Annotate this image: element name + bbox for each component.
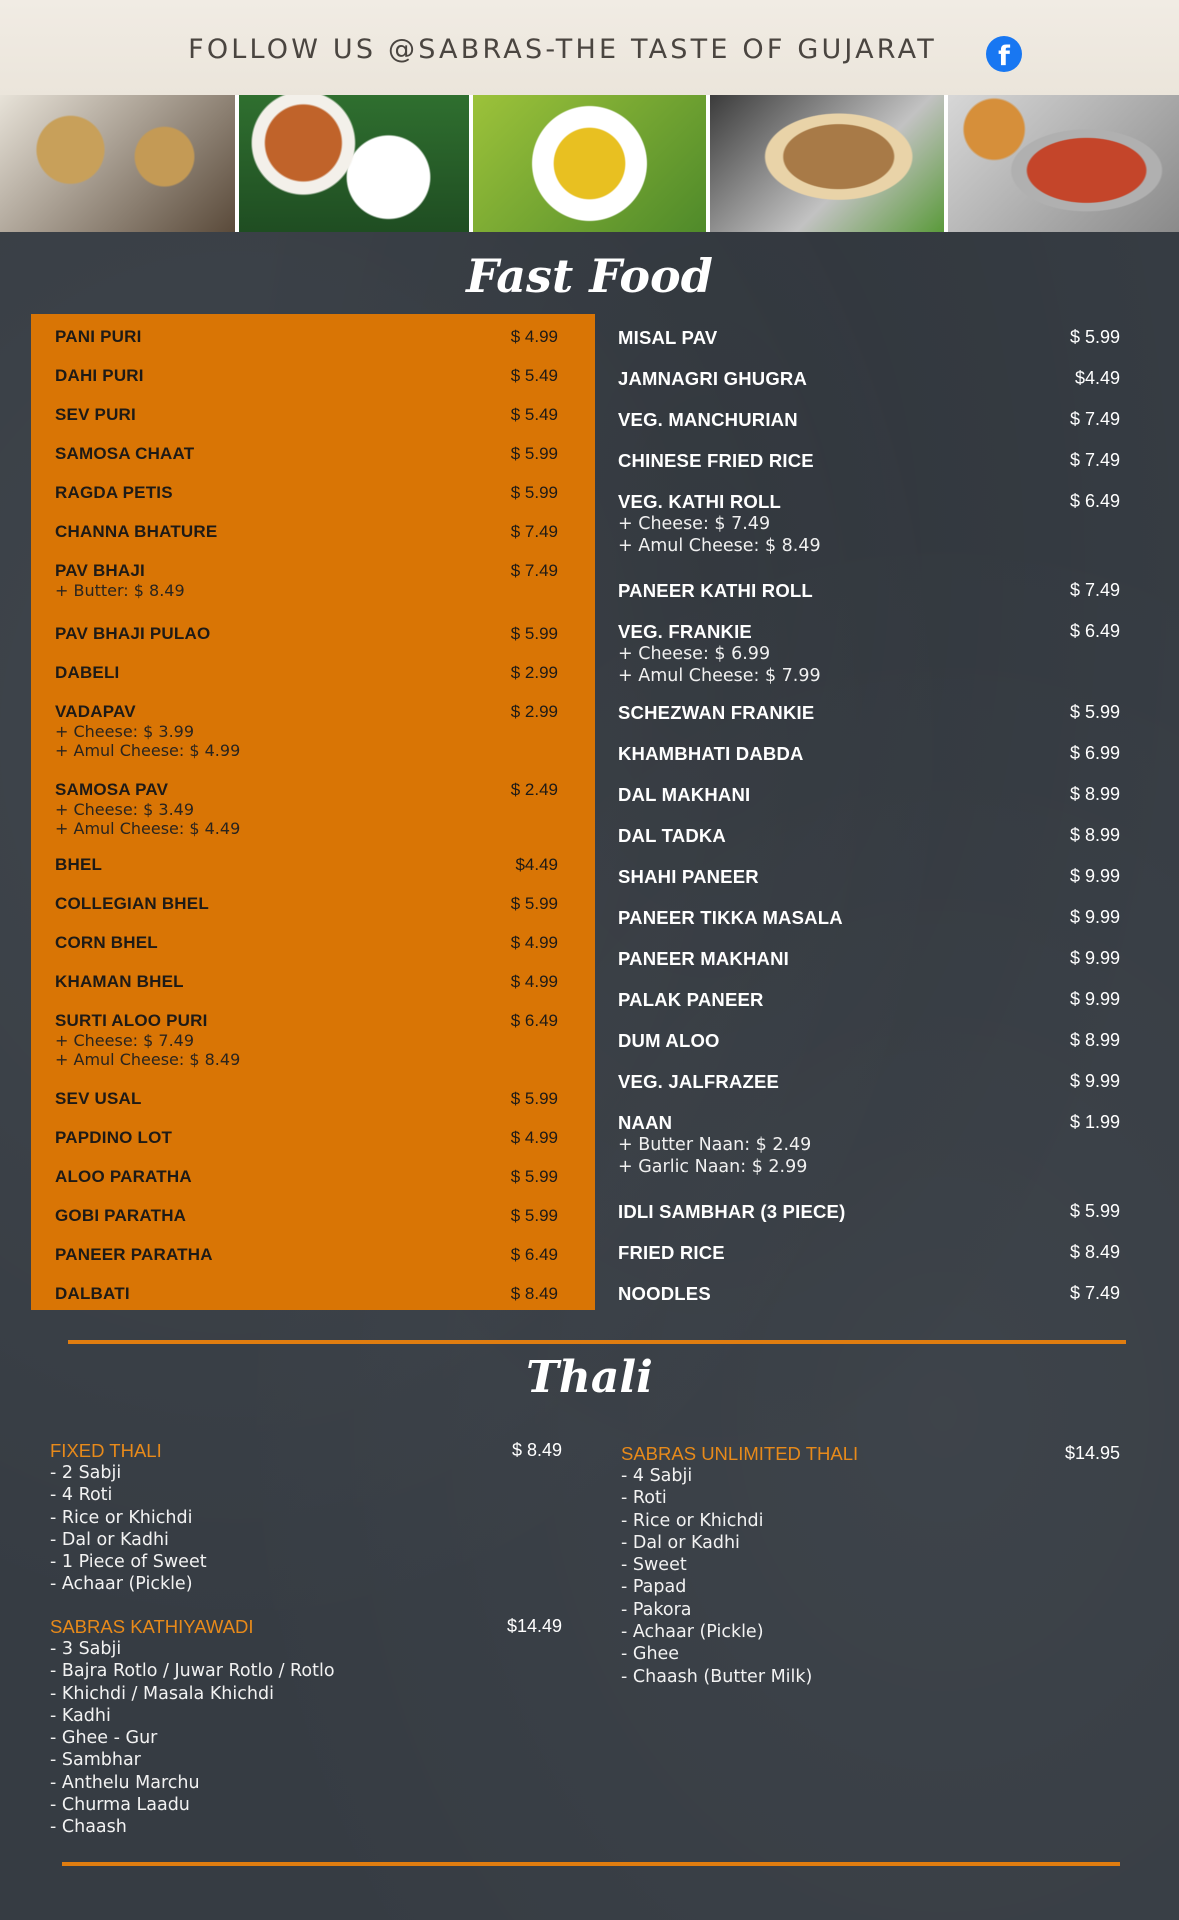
menu-item	[618, 1283, 1120, 1305]
thali-plan-line: - Dal or Kadhi	[50, 1529, 169, 1550]
section-divider-top	[68, 1340, 1126, 1344]
menu-item-name: PANEER PARATHA	[55, 1245, 213, 1264]
thali-plan-line: - 4 Sabji	[621, 1466, 693, 1486]
menu-item-price: $ 9.99	[1069, 989, 1120, 1009]
menu-item-price: $ 5.99	[510, 894, 558, 913]
menu-item-price: $ 7.49	[1069, 409, 1120, 429]
menu-item-price: $ 9.99	[1069, 866, 1120, 886]
menu-item-name: KHAMBHATI DABDA	[618, 743, 804, 764]
menu-item	[618, 1112, 1120, 1178]
menu-item-price: $ 2.99	[510, 663, 558, 682]
menu-item-option: + Amul Cheese: $ 8.49	[55, 1050, 241, 1069]
thali-plan-line: - 3 Sabji	[50, 1639, 122, 1659]
thali-plan-line: - Dal or Kadhi	[621, 1532, 740, 1553]
menu-item	[618, 327, 1120, 349]
menu-item-price: $ 7.49	[510, 561, 558, 580]
menu-item-price: $ 7.49	[510, 522, 558, 541]
thali-plan-line: - Pakora	[621, 1599, 692, 1620]
menu-item	[618, 450, 1120, 472]
menu-item-name: NOODLES	[618, 1283, 711, 1304]
menu-item-option: + Cheese: $ 6.99	[618, 644, 771, 664]
thali-plan-line: - Sambhar	[50, 1750, 141, 1771]
menu-item	[55, 1167, 558, 1187]
menu-item	[55, 1284, 558, 1304]
menu-item-name: JAMNAGRI GHUGRA	[618, 368, 808, 389]
menu-item-name: SHAHI PANEER	[618, 866, 759, 887]
menu-item-name: VEG. JALFRAZEE	[618, 1071, 780, 1092]
menu-item	[55, 444, 558, 464]
thali-plan-name: SABRAS UNLIMITED THALI	[621, 1443, 859, 1464]
menu-item	[55, 702, 558, 760]
menu-item-price: $ 5.99	[1069, 1201, 1120, 1221]
menu-item-name: BHEL	[55, 855, 103, 874]
menu-item-name: DABELI	[55, 663, 120, 682]
menu-item	[618, 907, 1120, 929]
menu-item-price: $ 1.99	[1069, 1112, 1120, 1132]
menu-item-price: $ 9.99	[1069, 1071, 1120, 1091]
menu-item-name: FRIED RICE	[618, 1242, 725, 1263]
menu-item-price: $ 5.99	[510, 483, 558, 502]
menu-item-option: + Cheese: $ 7.49	[55, 1031, 195, 1050]
menu-item-name: CHANNA BHATURE	[55, 522, 218, 541]
menu-item-name: PAV BHAJI	[55, 561, 145, 580]
menu-item	[55, 405, 558, 425]
menu-item-option: + Amul Cheese: $ 8.49	[618, 536, 821, 556]
thali-plan-line: - Ghee	[621, 1644, 680, 1665]
menu-item-name: NAAN	[618, 1112, 673, 1133]
menu-item-name: SAMOSA PAV	[55, 780, 169, 799]
menu-item-price: $ 8.99	[1069, 1030, 1120, 1050]
thali-plan	[621, 1443, 1120, 1688]
menu-item-name: VADAPAV	[55, 702, 136, 721]
menu-item-price: $ 5.99	[510, 1167, 558, 1186]
food-photo-strip	[0, 95, 1179, 232]
menu-item-name: DAL TADKA	[618, 825, 726, 846]
menu-item-price: $4.49	[1074, 368, 1120, 388]
menu-item	[618, 621, 1120, 687]
menu-item	[55, 624, 558, 644]
menu-item-option: + Amul Cheese: $ 4.99	[55, 741, 241, 760]
menu-item-option: + Garlic Naan: $ 2.99	[618, 1157, 808, 1177]
menu-item-name: GOBI PARATHA	[55, 1206, 187, 1225]
menu-item	[55, 1128, 558, 1148]
thali-plan-line: - Rice or Khichdi	[50, 1507, 193, 1528]
thali-plan-line: - Anthelu Marchu	[50, 1772, 200, 1793]
thali-plan-line: - Achaar (Pickle)	[621, 1622, 764, 1643]
menu-item-price: $ 8.99	[1069, 825, 1120, 845]
header-bar	[0, 0, 1179, 95]
menu-item	[55, 855, 558, 875]
menu-item	[618, 580, 1120, 602]
section-divider-bottom	[62, 1862, 1120, 1866]
facebook-icon[interactable]: f	[986, 36, 1022, 72]
menu-item	[55, 561, 558, 600]
thali-plan-line: - 1 Piece of Sweet	[50, 1552, 207, 1573]
menu-item-name: ALOO PARATHA	[55, 1167, 192, 1186]
menu-item	[618, 948, 1120, 970]
menu-item-name: DALBATI	[55, 1284, 130, 1303]
menu-item-price: $ 5.49	[510, 366, 558, 385]
menu-item	[55, 894, 558, 914]
menu-item	[55, 483, 558, 503]
menu-item	[55, 1089, 558, 1109]
menu-item	[55, 366, 558, 386]
thali-plan-line: - Chaash	[50, 1817, 127, 1838]
thali-plan-line: - Rice or Khichdi	[621, 1510, 764, 1531]
thali-plan-price: $ 8.49	[511, 1440, 562, 1460]
thali-plan-price: $14.49	[506, 1616, 562, 1636]
menu-item	[55, 1011, 558, 1069]
menu-item-option: + Cheese: $ 3.99	[55, 722, 195, 741]
menu-item	[55, 327, 558, 347]
thali-plan-line: - Khichdi / Masala Khichdi	[50, 1683, 274, 1704]
thali-plan-line: - 4 Roti	[50, 1485, 113, 1506]
menu-item-price: $ 4.99	[510, 972, 558, 991]
thali-plan	[50, 1440, 562, 1596]
menu-item-option: + Amul Cheese: $ 7.99	[618, 666, 821, 686]
menu-item	[55, 933, 558, 953]
thali-plan-line: - Ghee - Gur	[50, 1728, 158, 1749]
pav-bhaji-photo	[944, 95, 1179, 232]
menu-item-name: PANEER MAKHANI	[618, 948, 790, 969]
menu-item-option: + Butter: $ 8.49	[55, 581, 185, 600]
menu-item-price: $ 5.99	[510, 1089, 558, 1108]
menu-item	[618, 825, 1120, 847]
sandwich-photo	[706, 95, 945, 232]
sev-puri-photo	[0, 95, 235, 232]
menu-item	[55, 663, 558, 683]
menu-item-option: + Cheese: $ 7.49	[618, 514, 771, 534]
menu-item-option: + Amul Cheese: $ 4.49	[55, 819, 241, 838]
menu-item-name: DAL MAKHANI	[618, 784, 751, 805]
menu-item-name: PANEER TIKKA MASALA	[618, 907, 843, 928]
menu-item-price: $ 7.49	[1069, 580, 1120, 600]
menu-item	[55, 1245, 558, 1265]
menu-item	[618, 368, 1120, 390]
menu-item-name: SURTI ALOO PURI	[55, 1011, 208, 1030]
menu-item-name: DAHI PURI	[55, 366, 144, 385]
khandvi-photo	[469, 95, 706, 232]
menu-item	[618, 491, 1120, 557]
menu-item	[618, 989, 1120, 1011]
menu-item-price: $ 5.99	[510, 444, 558, 463]
menu-item	[55, 1206, 558, 1226]
menu-item-name: VEG. MANCHURIAN	[618, 409, 798, 430]
menu-item	[55, 972, 558, 992]
thali-plan-line: - Bajra Rotlo / Juwar Rotlo / Rotlo	[50, 1661, 335, 1682]
thali-plan-line: - Papad	[621, 1577, 687, 1598]
menu-item-price: $ 6.49	[510, 1245, 558, 1264]
follow-us-text: FOLLOW US @SABRAS-THE TASTE OF GUJARAT	[188, 34, 937, 65]
thali-plan-line: - Roti	[621, 1488, 667, 1509]
menu-item-price: $ 6.99	[1069, 743, 1120, 763]
menu-item-price: $ 4.99	[510, 1128, 558, 1147]
thali-plan-line: - Sweet	[621, 1555, 687, 1576]
menu-item-name: PAV BHAJI PULAO	[55, 624, 211, 643]
menu-item-price: $ 4.99	[510, 933, 558, 952]
menu-item-price: $ 7.49	[1069, 450, 1120, 470]
menu-item-price: $ 2.49	[510, 780, 558, 799]
menu-item	[618, 1201, 1120, 1223]
menu-item-price: $ 5.99	[1069, 702, 1120, 722]
menu-item-price: $ 8.49	[1069, 1242, 1120, 1262]
menu-item	[618, 1030, 1120, 1052]
thali-plan-price: $14.95	[1064, 1443, 1120, 1463]
thali-plan-line: - Chaash (Butter Milk)	[621, 1666, 813, 1687]
thali-plan-name: FIXED THALI	[50, 1440, 162, 1461]
thali-plan	[50, 1616, 562, 1839]
menu-item-name: SCHEZWAN FRANKIE	[618, 702, 815, 723]
menu-item-price: $ 5.99	[510, 624, 558, 643]
menu-item-name: CHINESE FRIED RICE	[618, 450, 814, 471]
menu-item-name: RAGDA PETIS	[55, 483, 173, 502]
thali-plan-line: - 2 Sabji	[50, 1463, 122, 1483]
menu-item-name: PALAK PANEER	[618, 989, 764, 1010]
menu-item-price: $ 4.99	[510, 327, 558, 346]
menu-item-price: $4.49	[515, 855, 558, 874]
menu-item-name: SEV USAL	[55, 1089, 142, 1108]
menu-item-name: SEV PURI	[55, 405, 136, 424]
menu-item	[618, 702, 1120, 724]
menu-item-price: $ 2.99	[510, 702, 558, 721]
menu-item-price: $ 5.99	[510, 1206, 558, 1225]
fast-food-title: Fast Food	[466, 249, 713, 303]
menu-item	[618, 1242, 1120, 1264]
menu-item-option: + Butter Naan: $ 2.49	[618, 1135, 812, 1155]
menu-item-name: DUM ALOO	[618, 1030, 720, 1051]
menu-item	[618, 866, 1120, 888]
menu-item-price: $ 6.49	[510, 1011, 558, 1030]
menu-item-name: KHAMAN BHEL	[55, 972, 184, 991]
menu-item	[55, 780, 558, 838]
menu-item	[618, 743, 1120, 765]
menu-item	[618, 784, 1120, 806]
thali-plan-name: SABRAS KATHIYAWADI	[50, 1616, 254, 1637]
menu-item-price: $ 5.99	[1069, 327, 1120, 347]
menu-item-name: PAPDINO LOT	[55, 1128, 173, 1147]
menu-item-price: $ 9.99	[1069, 907, 1120, 927]
thali-title: Thali	[526, 1352, 653, 1403]
menu-item-name: CORN BHEL	[55, 933, 158, 952]
menu-item-name: VEG. FRANKIE	[618, 621, 752, 642]
menu-item-name: IDLI SAMBHAR (3 PIECE)	[618, 1201, 846, 1222]
idli-sambhar-photo	[235, 95, 470, 232]
menu-item-price: $ 7.49	[1069, 1283, 1120, 1303]
menu-item-name: COLLEGIAN BHEL	[55, 894, 209, 913]
menu-item-name: VEG. KATHI ROLL	[618, 491, 781, 512]
menu-item	[55, 522, 558, 542]
menu-item	[618, 1071, 1120, 1093]
menu-item	[618, 409, 1120, 431]
menu-item-price: $ 6.49	[1069, 621, 1120, 641]
menu-item-price: $ 8.49	[510, 1284, 558, 1303]
menu-item-price: $ 6.49	[1069, 491, 1120, 511]
menu-item-price: $ 5.49	[510, 405, 558, 424]
thali-plan-line: - Kadhi	[50, 1705, 111, 1726]
menu-item-price: $ 8.99	[1069, 784, 1120, 804]
menu-item-name: MISAL PAV	[618, 327, 718, 348]
menu-item-name: SAMOSA CHAAT	[55, 444, 195, 463]
menu-item-price: $ 9.99	[1069, 948, 1120, 968]
thali-plan-line: - Churma Laadu	[50, 1795, 190, 1816]
menu-item-name: PANI PURI	[55, 327, 142, 346]
menu-item-name: PANEER KATHI ROLL	[618, 580, 813, 601]
menu-item-option: + Cheese: $ 3.49	[55, 800, 195, 819]
thali-plan-line: - Achaar (Pickle)	[50, 1574, 193, 1595]
